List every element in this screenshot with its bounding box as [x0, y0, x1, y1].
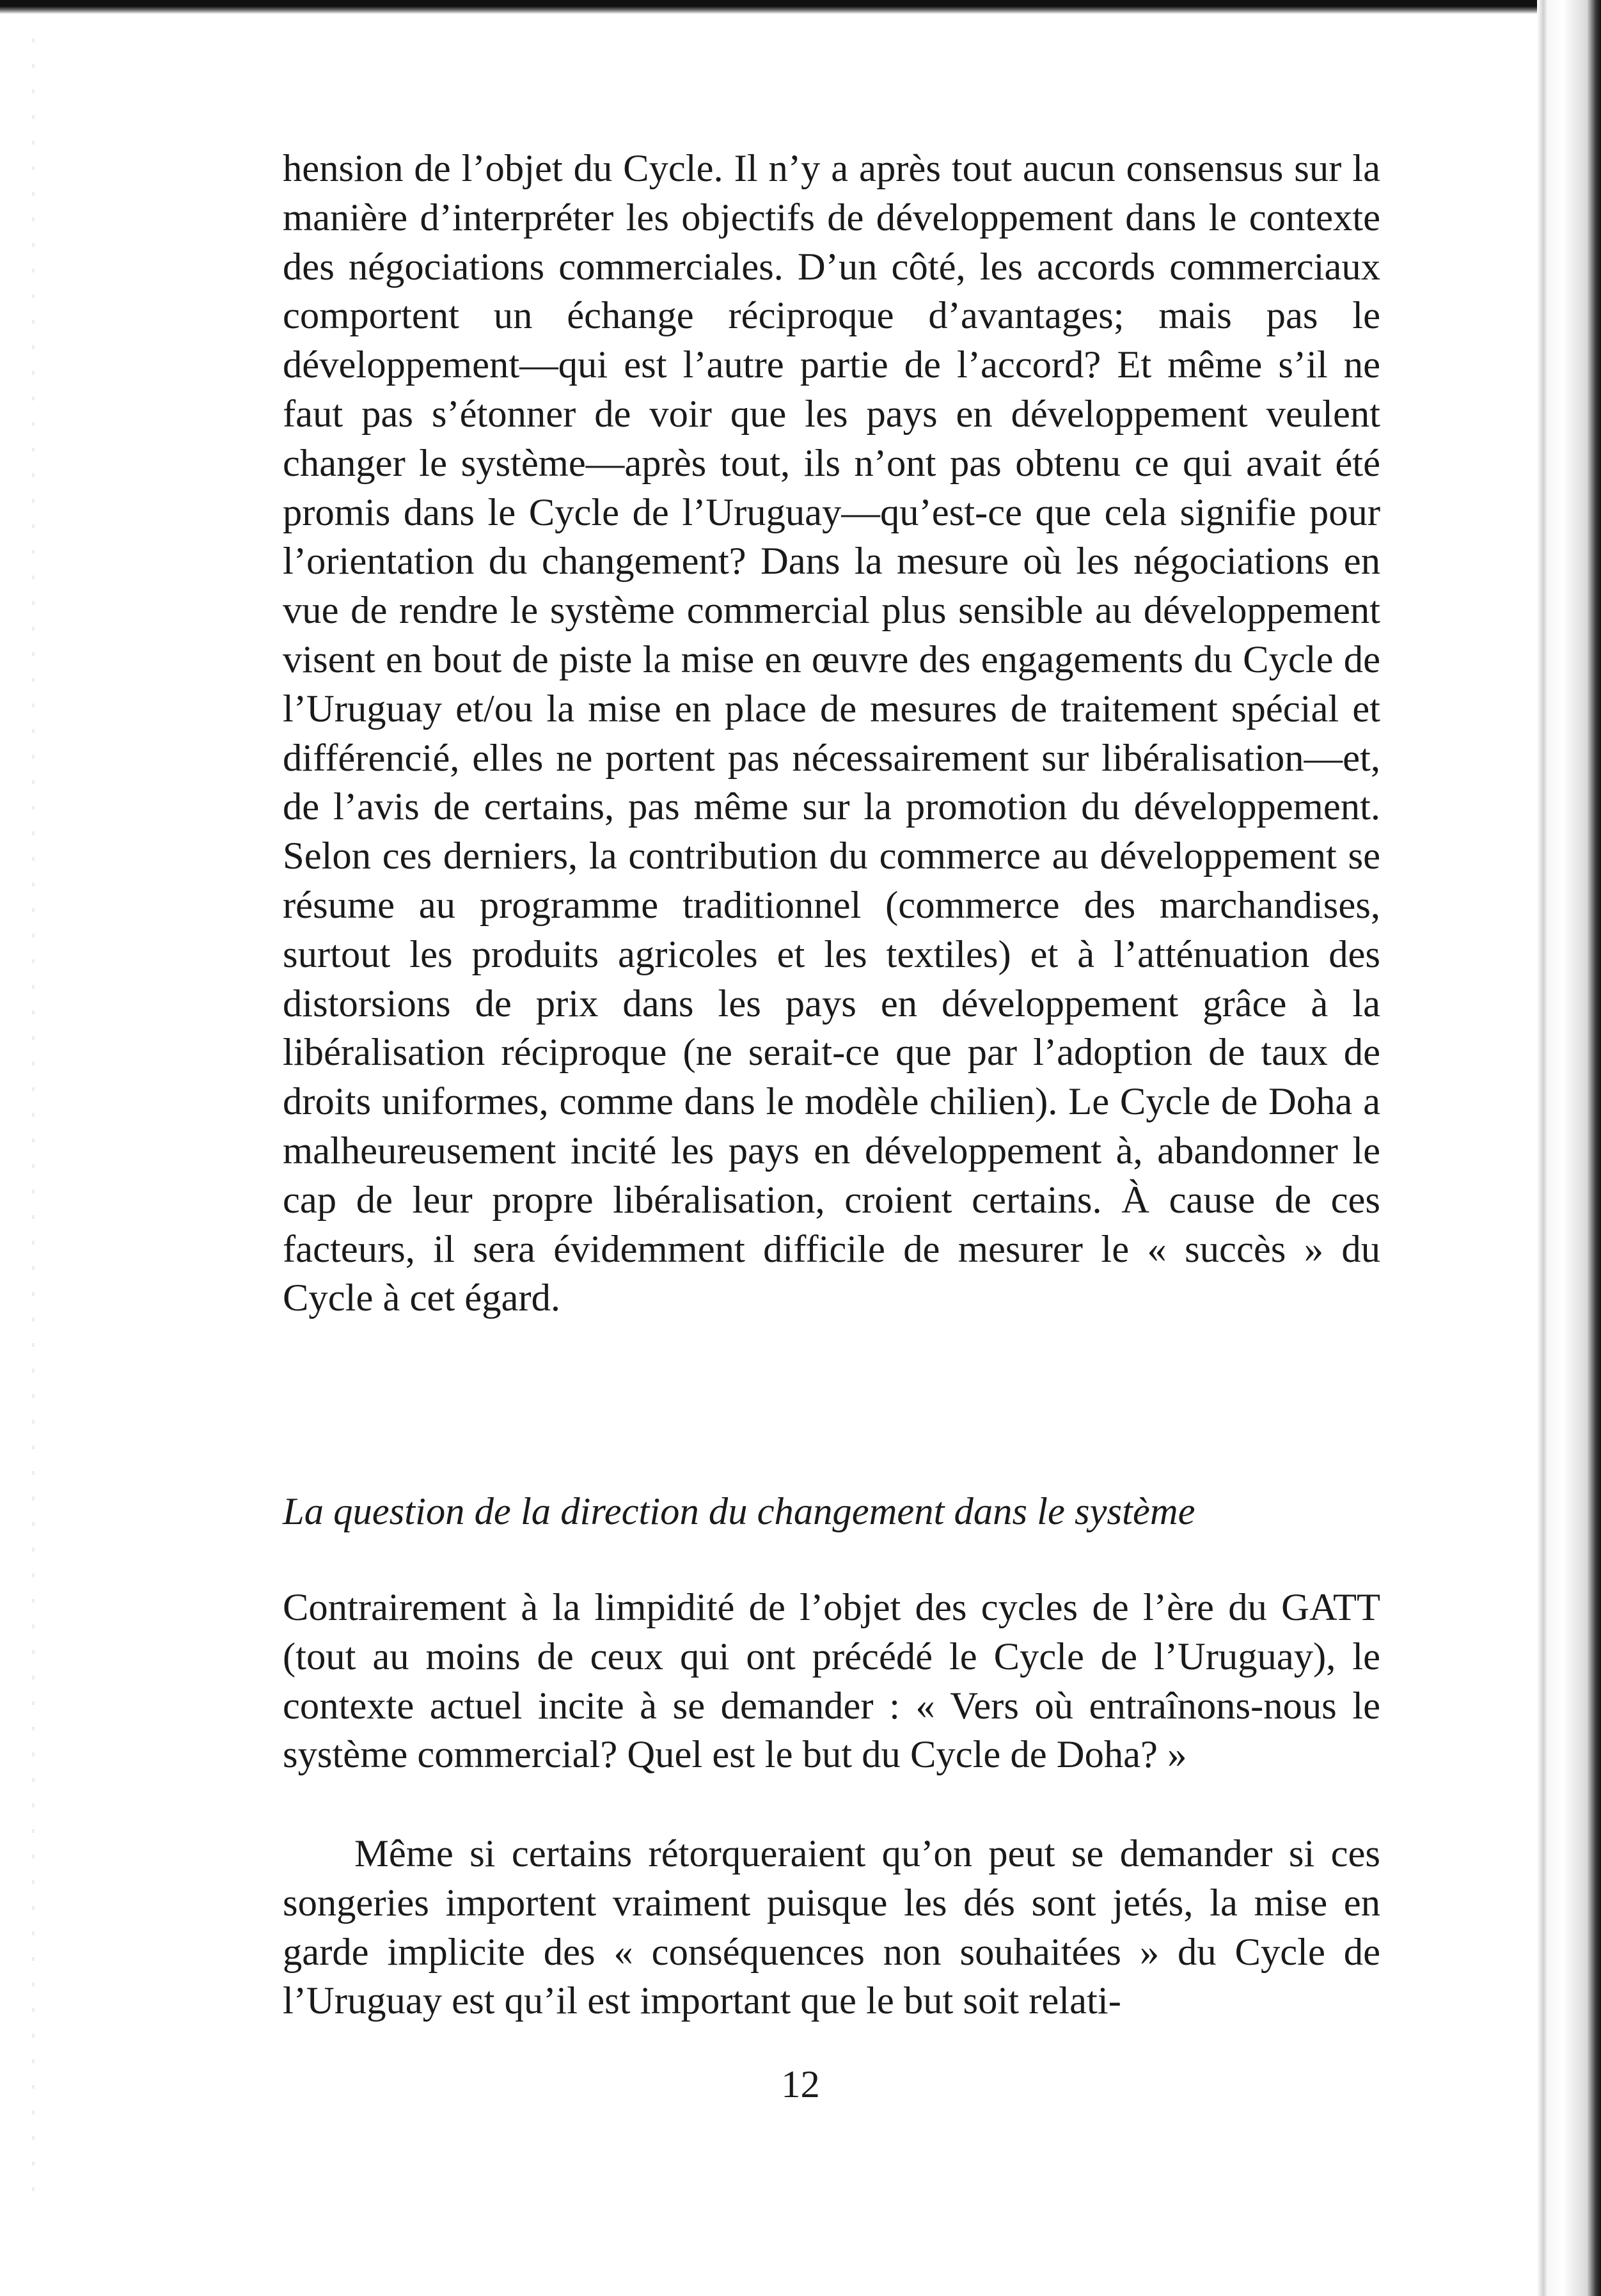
- paragraph-1: hension de l’objet du Cycle. Il n’y a après tout aucun consensus sur la manière d’interpréter les objectifs de développement dans le contexte des négociations commerciales. D’un côté, les accords commerciaux comportent un échange réciproque d’avantages; mais pas le développement—qui est l’autre partie de l’accord? Et même s’il ne faut pas s’étonner de voir que les pays en développement veulent changer le système—après tout, ils n’ont pas obtenu ce qui avait été promis dans le Cycle de l’Uruguay—qu’est-ce que cela signifie pour l’orientation du changement? Dans la mesure où les négociations en vue de rendre le système commercial plus sensible au développement visent en bout de piste la mise en œuvre des engagements du Cycle de l’Uruguay et/ou la mise en place de mesures de traitement spécial et différencié, elles ne portent pas nécessairement sur libéralisation—et, de l’avis de certains, pas même sur la promotion du développement. Selon ces derniers, la contribution du commerce au développement se résume au programme traditionnel (commerce des marchandises, surtout les produits agricoles et les textiles) et à l’atténuation des distorsions de prix dans les pays en développement grâce à la libéralisation réciproque (ne serait-ce que par l’adoption de taux de droits uniformes, comme dans le modèle chilien). Le Cycle de Doha a malheureusement incité les pays en développement à, abandonner le cap de leur propre libéralisation, croient certains. À cause de ces facteurs, il sera évidemment difficile de mesurer le « succès » du Cycle à cet égard.: [283, 147, 1380, 1320]
- section-heading: La question de la direction du changement dans le système: [283, 1490, 1195, 1533]
- scan-right-edge: [1537, 0, 1601, 2296]
- scan-left-marks: [32, 38, 35, 2213]
- paragraph-3: Même si certains rétorqueraient qu’on peut se demander si ces songeries importent vraiment puisque les dés sont jetés, la mise en garde implicite des « conséquences non souhaitées » du Cycle de l’Uruguay est qu’il est important que le but soit relati-: [283, 1832, 1380, 2023]
- paragraph-2: Contrairement à la limpidité de l’objet des cycles de l’ère du GATT (tout au moins de ceux qui ont précédé le Cycle de l’Uruguay), le contexte actuel incite à se demander : « Vers où entraînons-nous le système commercial? Quel est le but du Cycle de Doha? »: [283, 1586, 1380, 1777]
- page-number: 12: [781, 2063, 820, 2106]
- scan-top-edge: [0, 0, 1601, 14]
